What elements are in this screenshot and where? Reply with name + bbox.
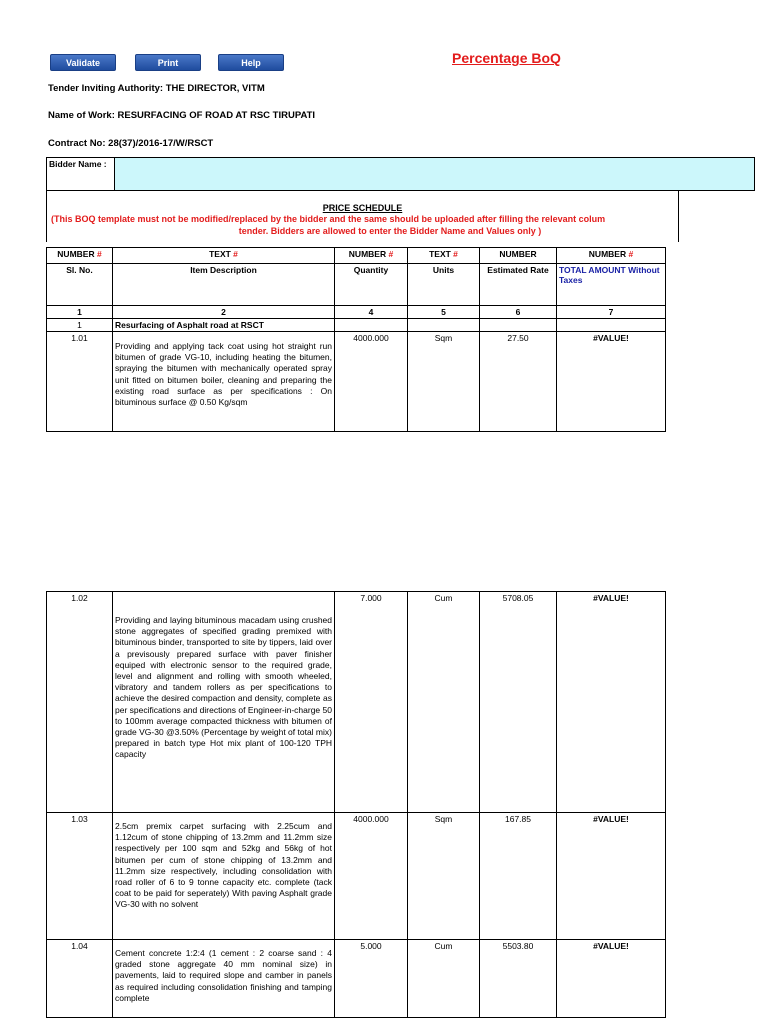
item-unit: Sqm [408, 813, 480, 940]
col-number: 6 [480, 306, 557, 319]
type-text-4: TEXT # [408, 248, 480, 264]
note-line-1: (This BOQ template must not be modified/replaced by the bidder and the same should be uploaded after filling the relevant colum [51, 214, 606, 224]
type-number-3: NUMBER # [335, 248, 408, 264]
bidder-table [46, 157, 755, 191]
table-row [47, 332, 666, 432]
item-unit: Cum [408, 940, 480, 1018]
item-rate: 5708.05 [480, 592, 557, 813]
item-quantity[interactable]: 7.000 [335, 592, 408, 813]
name-of-work: Name of Work: RESURFACING OF ROAD AT RSC TIRUPATI [48, 110, 316, 121]
item-unit: Sqm [408, 332, 480, 432]
col-number: 5 [408, 306, 480, 319]
help-button[interactable]: Help [218, 54, 284, 71]
item-number: 1.02 [47, 592, 113, 813]
item-number: 1.01 [47, 332, 113, 432]
item-unit: Cum [408, 592, 480, 813]
item-rate: 5503.80 [480, 940, 557, 1018]
type-number-5: NUMBER [480, 248, 557, 264]
boq-table-continued [46, 591, 666, 1018]
bidder-name-label: Bidder Name : [47, 158, 115, 191]
header-units: Units [408, 264, 480, 306]
empty-cell [480, 319, 557, 332]
header-estimated-rate: Estimated Rate [480, 264, 557, 306]
note-line-2: tender. Bidders are allowed to enter the Bidder Name and Values only ) [238, 226, 542, 236]
item-quantity[interactable]: 4000.000 [335, 813, 408, 940]
col-number: 2 [113, 306, 335, 319]
col-number: 1 [47, 306, 113, 319]
header-item-description: Item Description [113, 264, 335, 306]
item-quantity[interactable]: 5.000 [335, 940, 408, 1018]
item-description: Providing and applying tack coat using hot straight run bitumen of grade VG-10, including heating the bitumen, spraying the bitumen with mechanically operated spray unit fitted on bitumen boiler, cleaning and preparing the existing road surface as per specifications : On bituminous surface @ 0.50 Kg/sqm [113, 332, 335, 432]
section-title: Resurfacing of Asphalt road at RSCT [113, 319, 335, 332]
item-total: #VALUE! [557, 940, 666, 1018]
empty-cell [557, 319, 666, 332]
type-number-1: NUMBER # [47, 248, 113, 264]
item-number: 1.04 [47, 940, 113, 1018]
header-total-amount: TOTAL AMOUNT Without Taxes [557, 264, 666, 306]
item-number: 1.03 [47, 813, 113, 940]
tender-authority: Tender Inviting Authority: THE DIRECTOR, VITM [48, 83, 265, 94]
print-button[interactable]: Print [135, 54, 201, 71]
item-description: Providing and laying bituminous macadam using crushed stone aggregates of specified grading premixed with bituminous binder, transported to site by tippers, laid over a previsously prepared surface with paver finisher equiped with electronic sensor to the required grade, level and alignment and rolling with smooth wheeled, vibratory and tandem rollers as per specifications to achieve the desired compaction and density, complete as per specifications and directions of Engineer-in-charge 50 to 100mm average compacted thickness with bitumen of grade VG-30 @3.50% (Percentage by weight of total mix) prepared in batch type Hot mix plant of 100-120 TPH capacity [113, 592, 335, 813]
item-description: Cement concrete 1:2:4 (1 cement : 2 coarse sand : 4 graded stone aggregate 40 mm nominal size) in pavements, laid to required slope and camber in panels as required including consolidation finishing and tamping complete [113, 940, 335, 1018]
page-title: Percentage BoQ [452, 50, 561, 66]
type-number-6: NUMBER # [557, 248, 666, 264]
item-total: #VALUE! [557, 332, 666, 432]
type-text-2: TEXT # [113, 248, 335, 264]
table-row [47, 940, 666, 1018]
item-rate: 27.50 [480, 332, 557, 432]
empty-cell [408, 319, 480, 332]
header-quantity: Quantity [335, 264, 408, 306]
boq-table [46, 247, 666, 432]
price-schedule-note [51, 213, 711, 237]
item-rate: 167.85 [480, 813, 557, 940]
col-number: 4 [335, 306, 408, 319]
item-total: #VALUE! [557, 592, 666, 813]
item-description: 2.5cm premix carpet surfacing with 2.25cum and 1.12cum of stone chipping of 13.2mm and 11.2mm size respectively per 100 sqm and 52kg and 56kg of hot bitumen per cum of stone chipping of 13.2mm and 11.2mm size respectively, including consolidation with road roller of 6 to 9 tonne capacity etc. complete (tack coat to be paid for seperately) With paving Asphalt grade VG-30 with no solvent [113, 813, 335, 940]
col-number: 7 [557, 306, 666, 319]
price-schedule-title: PRICE SCHEDULE [322, 203, 403, 213]
table-row [47, 592, 666, 813]
item-total: #VALUE! [557, 813, 666, 940]
section-number: 1 [47, 319, 113, 332]
validate-button[interactable]: Validate [50, 54, 116, 71]
price-schedule-header [46, 190, 679, 242]
empty-cell [335, 319, 408, 332]
contract-number: Contract No: 28(37)/2016-17/W/RSCT [48, 138, 214, 149]
item-quantity[interactable]: 4000.000 [335, 332, 408, 432]
header-sl-no: Sl. No. [47, 264, 113, 306]
bidder-name-input[interactable] [115, 158, 755, 191]
table-row [47, 813, 666, 940]
